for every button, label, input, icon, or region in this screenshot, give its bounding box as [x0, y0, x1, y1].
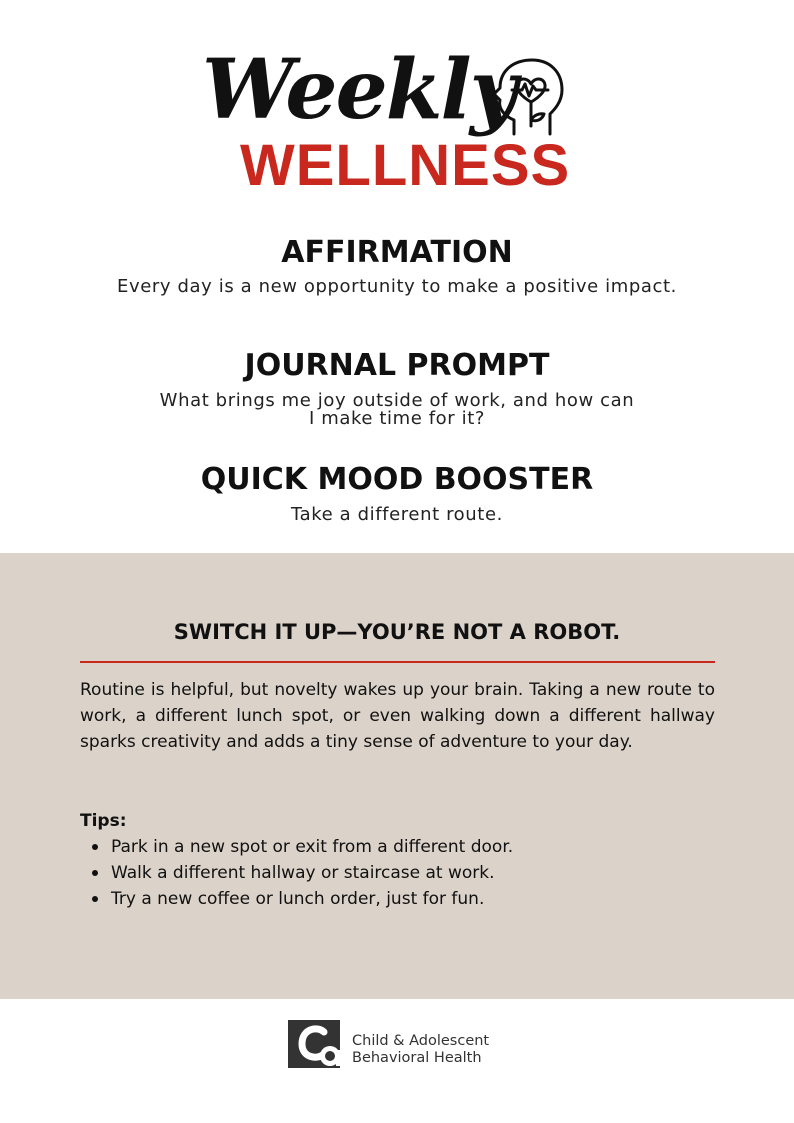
org-name-line2: Behavioral Health [352, 1050, 482, 1066]
tips-list [80, 834, 715, 912]
tip-text: Try a new coffee or lunch order, just for fun. [111, 889, 485, 909]
tips-label: Tips: [80, 811, 127, 831]
feature-divider [80, 661, 715, 663]
bullet-icon [92, 844, 98, 850]
tip-item [80, 834, 715, 860]
org-name [352, 1033, 489, 1067]
bullet-icon [92, 896, 98, 902]
head-heart-icon [488, 54, 568, 138]
journal-prompt-title: JOURNAL PROMPT [244, 348, 550, 383]
affirmation-title: AFFIRMATION [281, 235, 513, 270]
tip-item [80, 860, 715, 886]
title-weekly: Weekly [202, 42, 516, 138]
tip-text: Walk a different hallway or staircase at work. [111, 863, 495, 883]
tip-item [80, 886, 715, 912]
title-wellness: WELLNESS [240, 133, 571, 198]
cabh-logo-icon [288, 1018, 346, 1070]
affirmation-text: Every day is a new opportunity to make a positive impact. [117, 276, 677, 297]
journal-prompt-line2: I make time for it? [308, 408, 486, 429]
bullet-icon [92, 870, 98, 876]
header [0, 0, 794, 200]
feature-body: Routine is helpful, but novelty wakes up your brain. Taking a new route to work, a different lunch spot, or even walking down a different hallway sparks creativity and adds a tiny sense of adventure to your day. [80, 680, 715, 752]
feature-title: SWITCH IT UP—YOU’RE NOT A ROBOT. [173, 620, 621, 644]
journal-prompt-line1: What brings me joy outside of work, and how can [159, 390, 635, 411]
footer-logo [288, 1018, 548, 1074]
feature-panel [0, 553, 794, 999]
mood-booster-title: QUICK MOOD BOOSTER [200, 462, 594, 497]
mood-booster-text: Take a different route. [291, 504, 503, 525]
tip-text: Park in a new spot or exit from a different door. [111, 837, 514, 857]
org-name-line1: Child & Adolescent [352, 1033, 490, 1049]
